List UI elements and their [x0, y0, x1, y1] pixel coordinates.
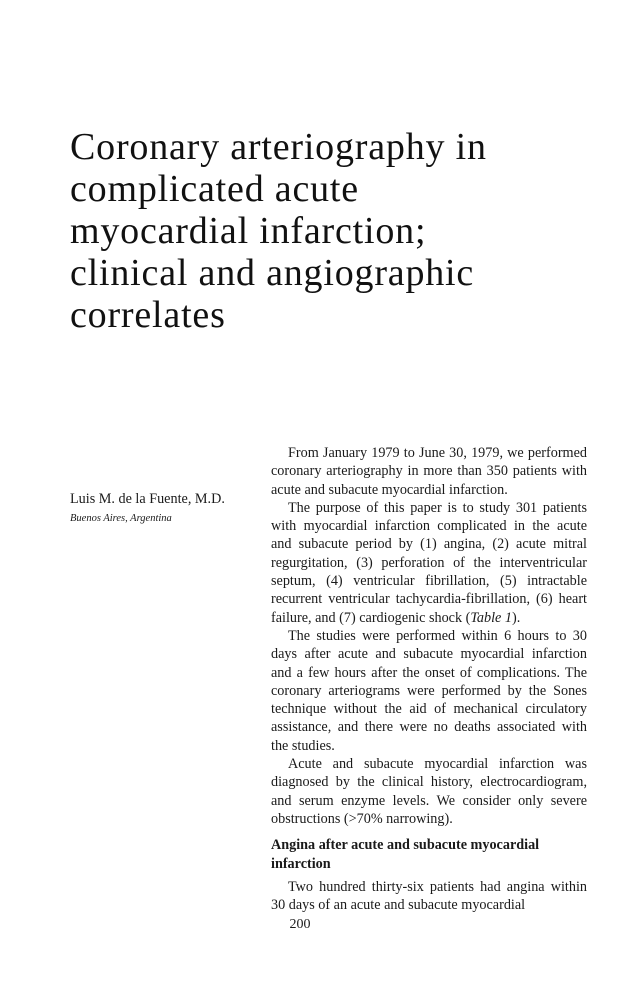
title-line: clinical and angiographic [70, 252, 475, 294]
article-title [70, 126, 590, 336]
section-heading: Angina after acute and subacute myocardial infarction [271, 837, 540, 872]
body-paragraph: The studies were performed within 6 hours to 30 days after acute and subacute myocardial infarction and a few hours after the onset of complications. The coronary arteriograms were performed by the Sones technique without the aid of mechanical circulatory assistance, and there were no deaths associated with the studies. [271, 627, 587, 754]
title-line: complicated acute [70, 168, 359, 210]
body-column [271, 444, 587, 914]
paragraph-text: The purpose of this paper is to study 301 patients with myocardial infarction complicated in the acute and subacute period by (1) angina, (2) acute mitral regurgitation, (3) perforation of the interventricular septum, (4) ventricular fibrillation, (5) intractable recurrent ventricular tachycardia-fibrillation, (6) heart failure, and (7) cardiogenic shock ( [271, 499, 587, 626]
body-paragraph [271, 499, 587, 627]
body-paragraph: From January 1979 to June 30, 1979, we performed coronary arteriography in more than 350 patients with acute and subacute myocardial infarction. [271, 445, 587, 498]
body-paragraph: Two hundred thirty-six patients had angina within 30 days of an acute and subacute myocardial [271, 878, 587, 914]
table-reference: Table 1 [470, 609, 512, 626]
author-affiliation: Buenos Aires, Argentina [70, 513, 172, 524]
title-line: myocardial infarction; [70, 210, 427, 252]
title-line: correlates [70, 294, 226, 336]
author-name: Luis M. de la Fuente, M.D. [70, 491, 225, 507]
body-paragraph: Acute and subacute myocardial infarction was diagnosed by the clinical history, electrocardiogram, and serum enzyme levels. We consider only severe obstructions (>70% narrowing). [271, 756, 587, 827]
page-number: 200 [289, 917, 311, 932]
title-line: Coronary arteriography in [70, 126, 487, 168]
paragraph-text: ). [511, 609, 521, 626]
